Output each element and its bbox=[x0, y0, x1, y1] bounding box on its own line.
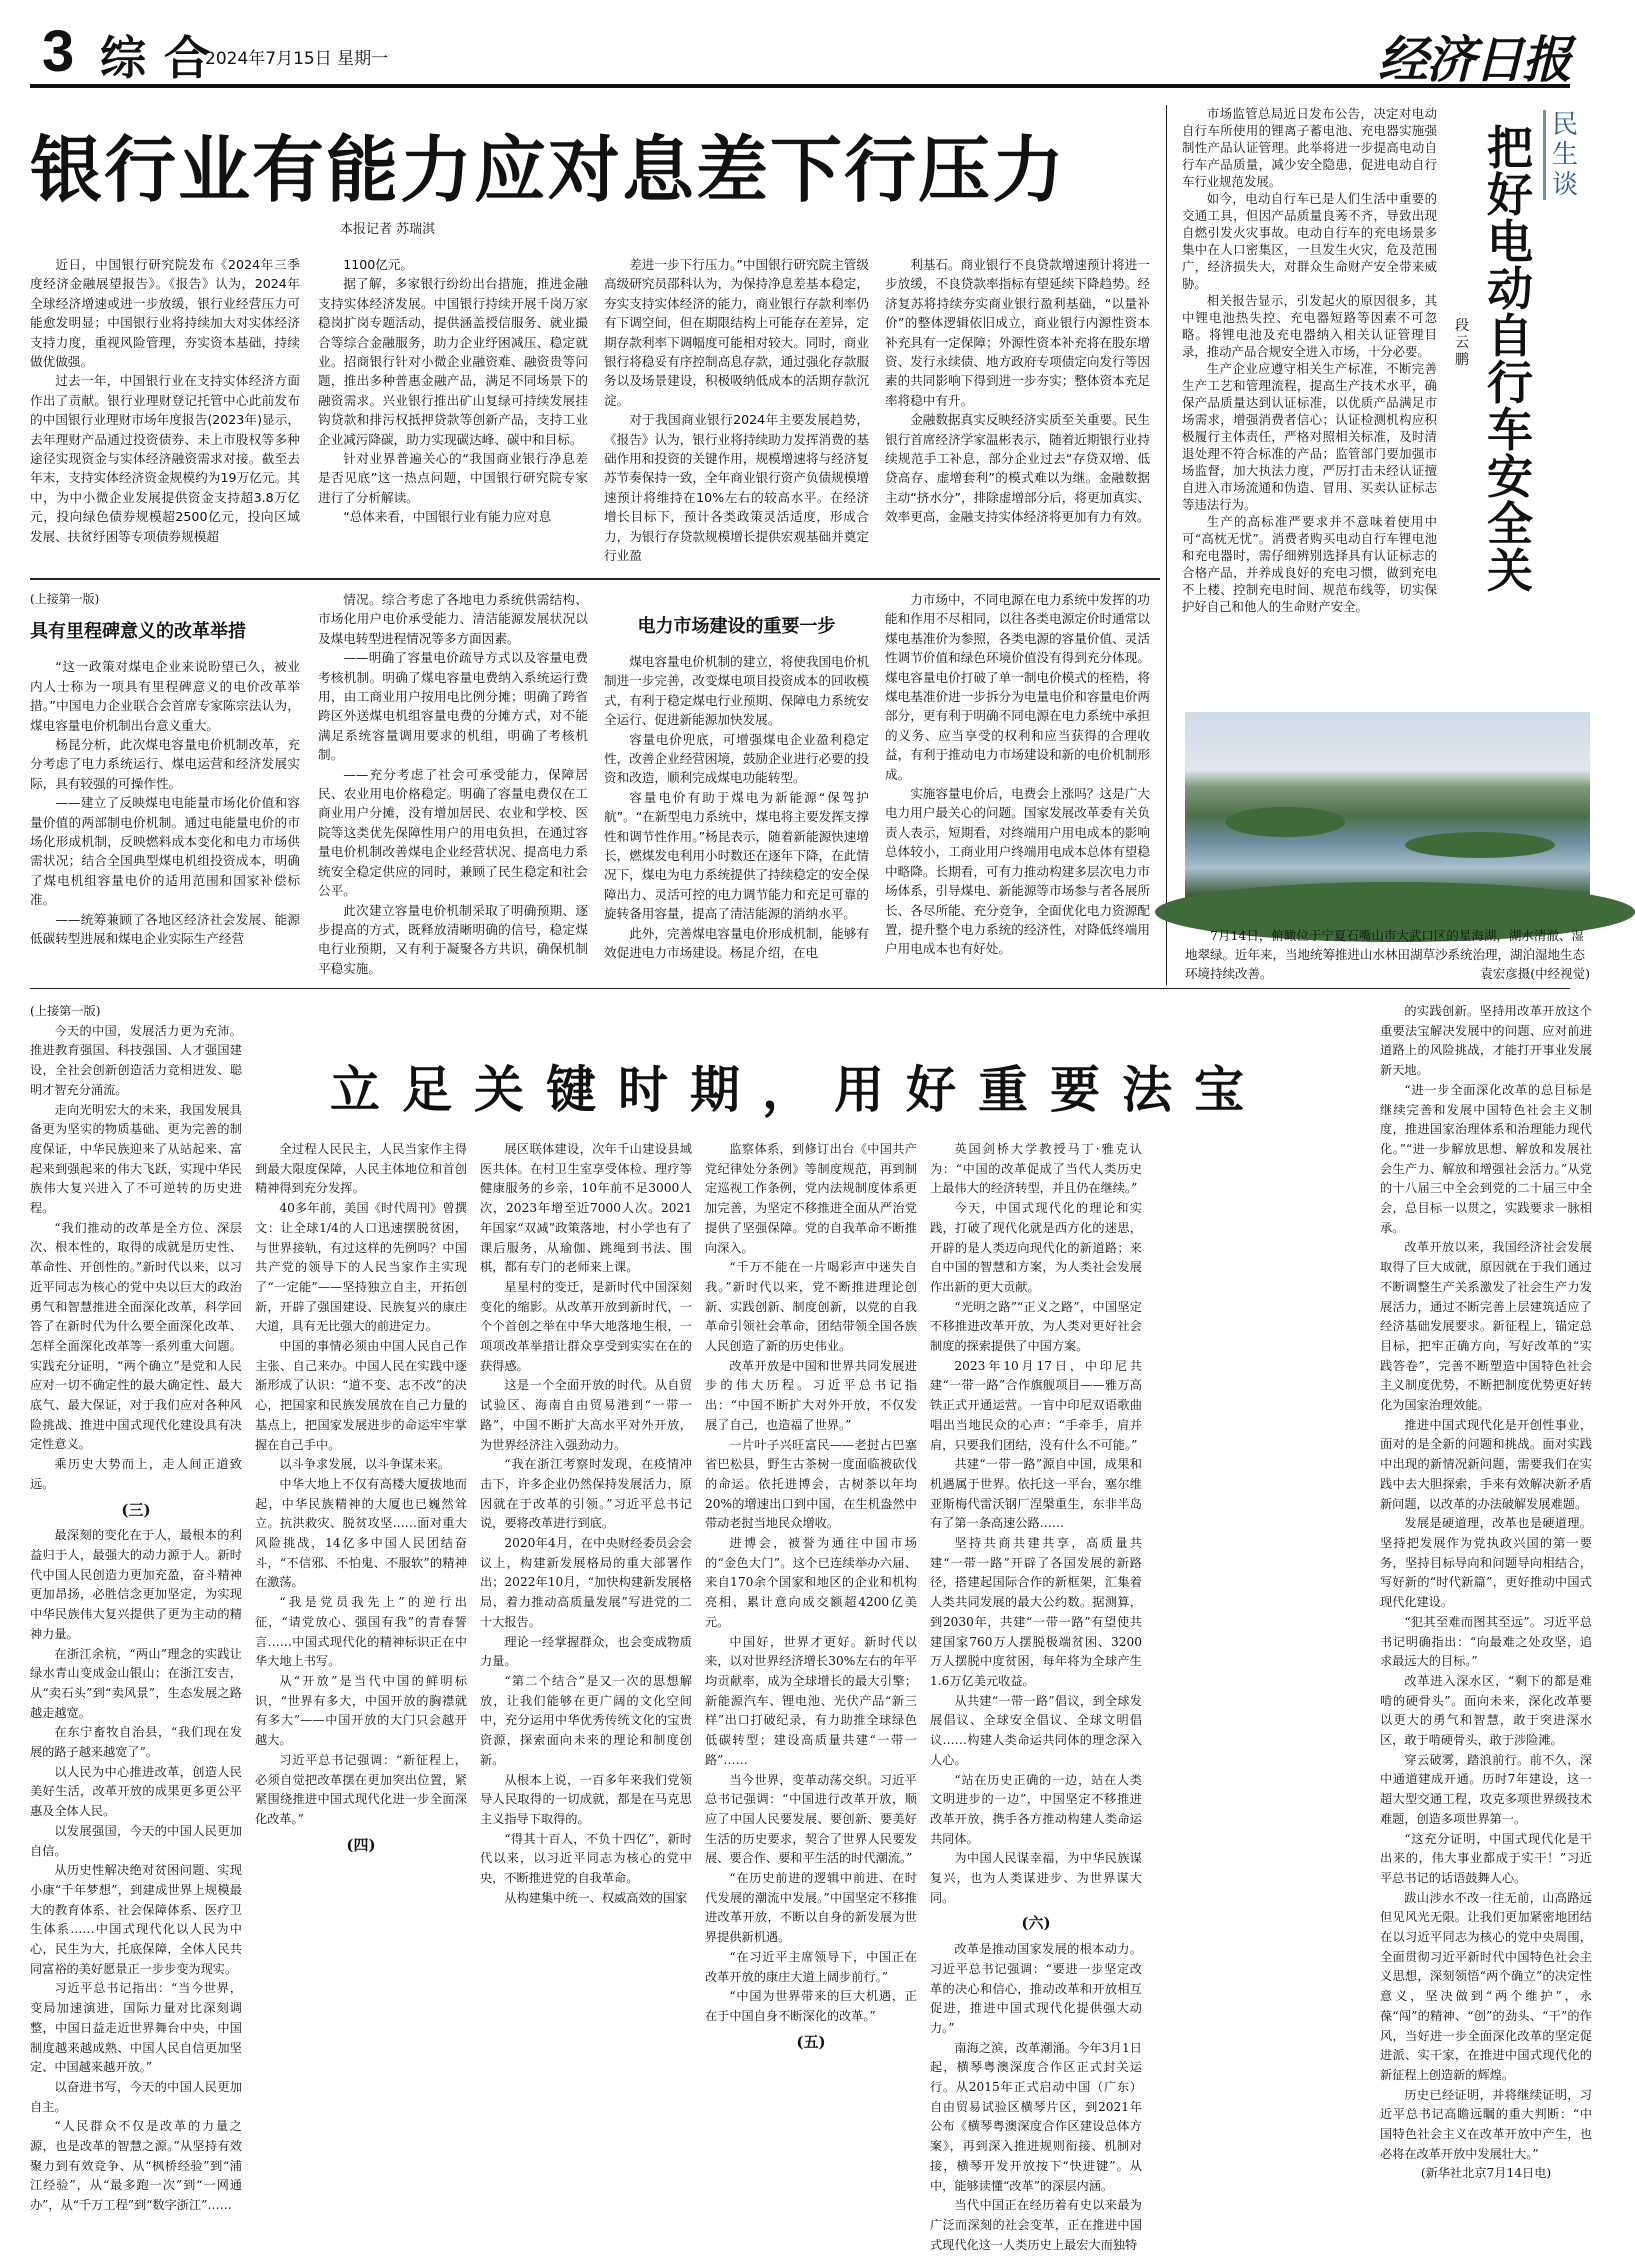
reform-column-6 bbox=[1155, 1002, 1367, 2262]
paragraph: “进一步全面深化改革的总目标是继续完善和发展中国特色社会主义制度，推进国家治理体系和治理能力现代化。”“进一步解放思想、解放和发展社会生产力、解放和增强社会活力。”从党的十八届三中全会到党的二十届三中全会，总目标一以贯之，实践要求一脉相承。 bbox=[1380, 1082, 1592, 1235]
power-text bbox=[30, 657, 300, 948]
section-number: (四) bbox=[346, 1835, 376, 1854]
commentary-author: 段 云 鹏 bbox=[1455, 318, 1469, 368]
paragraph: 乘历史大势而上，走人间正道致远。 bbox=[30, 1457, 242, 1491]
section-number: (六) bbox=[1021, 1914, 1051, 1933]
paragraph: “得其十百人，不负十四亿”，新时代以来，以习近平同志为核心的党中央，不断推进党的自我革命。 bbox=[480, 1831, 692, 1886]
paragraph: “总体来看，中国银行业有能力应对息 bbox=[343, 509, 552, 525]
paragraph: 力市场中，不同电源在电力系统中发挥的功能和作用不尽相同，以往各类电源定价时通常以煤电基准价为参照，各类电源的容量价值、灵活性调节价值和绿色环境价值没有得到充分体现。煤电容量电价打破了单一制电价模式的桎梏，将煤电基准价进一步拆分为电量电价和容量电价两部分，更有利于明确不同电源在电力系统中承担的义务、应当享受的权利和应当获得的合理收益，有利于推动电力市场建设和新的电价机制形成。 bbox=[885, 592, 1150, 782]
paragraph: 利基石。商业银行不良贷款增速预计将进一步放缓，不良贷款率指标有望延续下降趋势。经济复苏将持续夯实商业银行盈利基础，“以量补价”的整体逻辑依旧成立，商业银行内源性资本补充具有一定保障；外源性资本补充将在股东增资、发行永续债、地方政府专项债定向发行等因素的共同影响下得到进一步夯实；整体资本充足率将稳中有升。 bbox=[885, 257, 1150, 408]
section-name: 综合 bbox=[100, 31, 228, 85]
paragraph: “我在浙江考察时发现，在疫情冲击下，许多企业仍然保持发展活力，原因就在于改革的引领。”习近平总书记说，要将改革进行到底。 bbox=[480, 1457, 692, 1531]
lake-photo bbox=[1185, 712, 1590, 920]
paragraph: 今天的中国，发展活力更为充沛。推进教育强国、科技强国、人才强国建设，全社会创新创造活力竞相迸发、聪明才智充分涌流。 bbox=[30, 1023, 242, 1097]
paragraph: “我是党员我先上”的逆行出征，“请党放心、强国有我”的青春誓言……中国式现代化的精神标识正在中华大地上书写。 bbox=[255, 1595, 467, 1669]
paragraph: 改革进入深水区，“剩下的都是难啃的硬骨头”。面向未来，深化改革要以更大的勇气和智慧，敢于突进深水区，敢于啃硬骨头，敢于涉险滩。 bbox=[1380, 1673, 1592, 1748]
paragraph: “人民群众不仅是改革的力量之源，也是改革的智慧之源。”从坚持有效聚力到有效竞争、从“枫桥经验”到“浦江经验”，从“最多跑一次”到“一网通办”，从“千万工程”到“数字浙江”…… bbox=[30, 2119, 242, 2213]
reform-text bbox=[30, 1526, 242, 2216]
paragraph: 以奋进书写，今天的中国人民更加自主。 bbox=[30, 2079, 242, 2114]
paragraph: “我们推动的改革是全方位、深层次、根本性的，取得的成就是历史性、革命性、开创性的。”新时代以来，以习近平同志为核心的党中央以巨大的政治勇气和智慧推进全面深化改革，科学回答了在新时代为什么要全面深化改革、怎样全面深化改革等一系列重大问题。实践充分证明，“两个确立”是党和人民应对一切不确定性的最大确定性、最大底气、最大保证，对于我们应对各种风险挑战、推进中国式现代化建设具有决定性意义。 bbox=[30, 1220, 242, 1452]
paragraph: “这充分证明，中国式现代化是干出来的，伟大事业都成于实干！”习近平总书记的话语鼓舞人心。 bbox=[1380, 1831, 1592, 1885]
reform-text bbox=[705, 1140, 917, 2027]
page-number: 3 bbox=[42, 19, 75, 84]
paragraph: 理论一经掌握群众，也会变成物质力量。 bbox=[480, 1634, 692, 1669]
divider bbox=[30, 578, 1160, 580]
reform-text bbox=[255, 1140, 467, 1830]
continued-note: (上接第一版) bbox=[30, 592, 100, 606]
paragraph: 从历史性解决绝对贫困问题、实现小康“千年梦想”，到建成世界上规模最大的教育体系、社会保障体系、医疗卫生体系……中国式现代化以人民为中心，民生为大，托底保障，全体人民共同富裕的美好愿景正一步步变为现实。 bbox=[30, 1863, 242, 1976]
commentary-text bbox=[1182, 105, 1437, 615]
paragraph: 最深刻的变化在于人，最根本的利益归于人，最强大的动力源于人。新时代中国人民创造力更加充盈，奋斗精神更加昂扬，必胜信念更加坚定，为实现中华民族伟大复兴提供了更为主动的精神力量。 bbox=[30, 1528, 242, 1641]
paragraph: 煤电容量电价机制的建立，将使我国电价机制进一步完善，改变煤电项目投资成本的回收模式，有利于稳定煤电行业预期、保障电力系统安全运行、促进新能源加快发展。 bbox=[604, 654, 869, 728]
paragraph: 改革开放以来，我国经济社会发展取得了巨大成就，原因就在于我们通过不断调整生产关系激发了社会生产力发展活力，通过不断完善上层建筑适应了经济基础发展要求。新征程上，锚定总目标，把牢正确方向，写好改革的“实践答卷”，完善不断塑造中国特色社会主义制度优势，不断把制度优势更好转化为国家治理效能。 bbox=[1380, 1240, 1592, 1413]
paragraph: 一片叶子兴旺富民——老挝占巴塞省巴松县，野生古茶树一度面临被砍伐的命运。依托进博会，古树茶以年均20%的增速出口到中国，在生机盎然中带动老挝当地民众增收。 bbox=[705, 1437, 917, 1531]
paragraph: 历史已经证明，并将继续证明，习近平总书记高瞻远瞩的重大判断：“中国特色社会主义在改革开放中产生，也必将在改革开放中发展壮大。” bbox=[1380, 2087, 1592, 2161]
paragraph: 在浙江余杭，“两山”理念的实践让绿水青山变成金山银山；在浙江安吉，从“卖石头”到“卖风景”，生态发展之路越走越宽。 bbox=[30, 1646, 242, 1720]
paragraph: 此外，完善煤电容量电价形成机制，能够有效促进电力市场建设。杨昆介绍，在电 bbox=[604, 925, 869, 961]
paragraph: 针对业界普遍关心的“我国商业银行净息差是否见底”这一热点问题，中国银行研究院专家进行了分析解读。 bbox=[318, 451, 588, 505]
paragraph: 以人民为中心推进改革，创造人民美好生活，改革开放的成果更多更公平惠及全体人民。 bbox=[30, 1764, 242, 1819]
lead-column-1 bbox=[30, 255, 300, 567]
paragraph: 星星村的变迁，是新时代中国深刻变化的缩影。从改革开放到新时代，一个个首创之举在中华大地落地生根，一项项改革举措让群众享受到实实在在的获得感。 bbox=[480, 1279, 692, 1373]
paragraph: 共建“一带一路”源自中国，成果和机遇属于世界。依托这一平台，塞尔维亚斯梅代雷沃钢厂涅槃重生，东非半岛有了第一条高速公路…… bbox=[930, 1457, 1142, 1531]
paragraph: 在东宁畜牧自治县，“我们现在发展的路子越来越宽了”。 bbox=[30, 1725, 242, 1760]
newspaper-logo: 经济日报 bbox=[1378, 30, 1570, 89]
paragraph: 中国好，世界才更好。新时代以来，以对世界经济增长30%左右的年平均贡献率，成为全球增长的最大引擎；新能源汽车、锂电池、光伏产品“新三样”出口打破纪录，有力助推全球绿色低碳转型；建设高质量共建“一带一路”…… bbox=[705, 1634, 917, 1767]
masthead-rule bbox=[30, 84, 1570, 88]
paragraph: 生产的高标准严要求并不意味着使用中可“高枕无忧”。消费者购买电动自行车锂电池和充电器时，需仔细辨别选择具有认证标志的合格产品，并养成良好的充电习惯，做到充电不上楼、控制充电时间、规范布线等，切实保护好自己和他人的生命财产安全。 bbox=[1182, 514, 1437, 614]
paragraph: 相关报告显示，引发起火的原因很多，其中锂电池热失控、充电器短路等因素不可忽略。将锂电池及充电器纳入相关认证管理目录，推动产品合规安全进入市场，十分必要。 bbox=[1182, 293, 1437, 359]
reform-column-7 bbox=[1380, 1002, 1592, 2262]
paragraph: 跋山涉水不改一往无前，山高路远但见风光无限。让我们更加紧密地团结在以习近平同志为核心的党中央周围，全面贯彻习近平新时代中国特色社会主义思想，深刻领悟“两个确立”的决定性意义，坚决做到“两个维护”，永葆“闯”的精神、“创”的劲头、“干”的作风，当好进一步全面深化改革的坚定促进派、实干家，在推进中国式现代化的新征程上创造新的辉煌。 bbox=[1380, 1890, 1592, 2082]
power-column-4 bbox=[885, 590, 1150, 975]
column-tag: 民 生 谈 bbox=[1543, 110, 1583, 200]
paragraph: 从共建“一带一路”倡议，到全球发展倡议、全球安全倡议、全球文明倡议……构建人类命运共同体的理念深入人心。 bbox=[930, 1693, 1142, 1767]
paragraph: 展区联体建设，次年千山建设县域医共体。在村卫生室享受体检、理疗等健康服务的乡亲，10年前不足3000人次，2023年增至近7000人次。2021年国家“双减”政策落地，村小学也有了课后服务，从瑜伽、跳绳到书法、围棋，都有专门的老师来上课。 bbox=[480, 1142, 692, 1275]
paragraph: 1100亿元。 bbox=[343, 257, 414, 272]
power-column-1 bbox=[30, 590, 300, 975]
caption-text: 7月14日，俯瞰位于宁夏石嘴山市大武口区的星海湖，湖水清澈、湿地翠绿。近年来，当地统筹推进山水林田湖草沙系统治理，湖泊湿地生态环境持续改善。 bbox=[1185, 928, 1586, 981]
lead-byline: 本报记者 苏瑞淇 bbox=[340, 222, 436, 237]
commentary-headline: 把 好 电 动 自 行 车 安 全 关 bbox=[1487, 121, 1533, 598]
reform-column-5 bbox=[930, 1140, 1142, 2262]
paragraph: 实施容量电价后，电费会上涨吗？这是广大电力用户最关心的问题。国家发展改革委有关负责人表示，短期看，对终端用户用电成本的影响总体较小，工商业用户终端用电成本总体有望稳中略降。长期看，可有力推动构建多层次电力市场体系，引导煤电、新能源等市场参与者各展所长、各尽所能、充分竞争，全面优化电力资源配置，提升整个电力系统的经济性，对降低终端用户用电成本也有好处。 bbox=[885, 786, 1150, 957]
paragraph: 以斗争求发展，以斗争谋未来。 bbox=[279, 1457, 451, 1472]
paragraph: 近日，中国银行研究院发布《2024年三季度经济金融展望报告》。《报告》认为，2024年全球经济增速或进一步放缓，银行业经营压力可能愈发明显；中国银行业将持续加大对实体经济支持力度，重视风险管理，夯实资本基础，持续做优做强。 bbox=[30, 257, 300, 370]
paragraph: 从构建集中统一、权威高效的国家 bbox=[504, 1890, 688, 1905]
feature-headline: 立足关键时期，用好重要法宝 bbox=[330, 1061, 1266, 1119]
photo-credit: 袁宏彦摄(中经视觉) bbox=[1480, 966, 1590, 981]
paragraph: 当今世界，变革动荡交织。习近平总书记强调：“中国进行改革开放，顺应了中国人民要发展、要创新、要美好生活的历史要求，契合了世界人民要发展、要合作、要和平生活的时代潮流。” bbox=[705, 1772, 917, 1866]
paragraph: 2020年4月，在中央财经委员会会议上，构建新发展格局的重大部署作出；2022年10月，“加快构建新发展格局，着力推动高质量发展”写进党的二十大报告。 bbox=[480, 1536, 692, 1629]
paragraph: 据了解，多家银行纷纷出台措施，推进金融支持实体经济发展。中国银行持续开展千岗万家稳岗扩岗专题活动，提供涵盖授信服务、就业撮合等综合金融服务，助力企业纾困减压、稳定就业。招商银行针对小微企业融资难、融资贵等问题，推出多种普惠金融产品，满足不同场景下的融资需求。兴业银行推出矿山复绿可持续发展挂钩贷款和排污权抵押贷款等创新产品，支持工业企业减污降碳，助力实现碳达峰、碳中和目标。 bbox=[318, 276, 588, 447]
divider bbox=[30, 988, 1570, 989]
reform-column-1 bbox=[30, 1002, 242, 2262]
paragraph: 改革开放是中国和世界共同发展进步的伟大历程。习近平总书记指出：“中国不断扩大对外开放，不仅发展了自己，也造福了世界。” bbox=[705, 1358, 917, 1432]
paragraph: 的实践创新。坚持用改革开放这个重要法宝解决发展中的问题、应对前进道路上的风险挑战，才能打开事业发展新天地。 bbox=[1380, 1004, 1592, 1078]
reform-column-2 bbox=[255, 1140, 467, 2262]
paragraph: ——明确了容量电价疏导方式以及容量电费考核机制。明确了煤电容量电费纳入系统运行费用，由工商业用户按用电比例分摊；明确了跨省跨区外送煤电机组容量电费的分摊方式，对不能满足系统容量调用要求的机组，明确了考核机制。 bbox=[318, 650, 588, 763]
power-column-3 bbox=[604, 590, 869, 975]
paragraph: 杨昆分析，此次煤电容量电价机制改革，充分考虑了电力系统运行、煤电运营和经济发展实际，具有较强的可操作性。 bbox=[30, 737, 300, 791]
continued-note: (上接第一版) bbox=[30, 1004, 101, 1018]
paragraph: 今天，中国式现代化的理论和实践，打破了现代化就是西方化的迷思，开辟的是人类迈向现代化的新道路；来自中国的智慧和方案，为人类社会发展作出新的更大贡献。 bbox=[930, 1201, 1142, 1294]
paragraph: 差进一步下行压力。”中国银行研究院主管级高级研究员邵科认为，为保持净息差基本稳定，夯实支持实体经济的能力，商业银行存款利率仍有下调空间，但在期限结构上可能存在差异，定期存款利率下调幅度可能相对较大。同时，商业银行将稳妥有序控制高息存款，通过强化存款服务以及场景建设，积极吸纳低成本的活期存款沉淀。 bbox=[604, 257, 869, 408]
paragraph: 南海之滨，改革潮涌。今年3月1日起，横琴粤澳深度合作区正式封关运行。从2015年正式启动中国（广东）自由贸易试验区横琴片区，到2021年公布《横琴粤澳深度合作区建设总体方案》，再到深入推进规则衔接、机制对接，横琴开发开放按下“快进键”。从中，能够读懂“改革”的深层内涵。 bbox=[930, 2040, 1142, 2193]
reform-text bbox=[30, 1022, 242, 1495]
paragraph: 发展是硬道理，改革也是硬道理。坚持把发展作为党执政兴国的第一要务，坚持目标导向和问题导向相结合，写好新的“时代新篇”，更好推动中国式现代化建设。 bbox=[1380, 1516, 1592, 1610]
paragraph: 市场监管总局近日发布公告，决定对电动自行车所使用的锂离子蓄电池、充电器实施强制性产品认证管理。此举将进一步提高电动自行车产品质量，减少安全隐患，促进电动自行车行业规范发展。 bbox=[1182, 106, 1437, 189]
paragraph: “第二个结合”是又一次的思想解放，让我们能够在更广阔的文化空间中，充分运用中华优秀传统文化的宝贵资源，探索面向未来的理论和制度创新。 bbox=[480, 1673, 692, 1767]
paragraph: 情况。综合考虑了各地电力系统供需结构、市场化用户电价承受能力、清洁能源发展状况以及煤电转型进程情况等多方面因素。 bbox=[318, 592, 588, 646]
section-number: (三) bbox=[121, 1500, 151, 1519]
reform-column-4 bbox=[705, 1140, 917, 2262]
lead-column-4 bbox=[885, 255, 1150, 567]
paragraph: 进博会，被誉为通往中国市场的“金色大门”。这个已连续举办六届、来自170余个国家和地区的企业和机构亮相，累计意向成交额超4200亿美元。 bbox=[705, 1536, 917, 1629]
power-column-2 bbox=[318, 590, 588, 975]
paragraph: 这是一个全面开放的时代。从自贸试验区、海南自由贸易港到“一带一路”，中国不断扩大高水平对外开放，为世界经济注入强劲动力。 bbox=[480, 1378, 692, 1452]
paragraph: “中国为世界带来的巨大机遇，正在于中国自身不断深化的改革。” bbox=[705, 1989, 917, 2023]
paragraph: 如今，电动自行车已是人们生活中重要的交通工具，但因产品质量良莠不齐，导致出现自燃引发火灾事故。电动自行车的充电场景多集中在人口密集区，一旦发生火灾，危及范围广，经济损失大，对群众生命财产安全带来威胁。 bbox=[1182, 191, 1437, 291]
paragraph: 从“开放”是当代中国的鲜明标识，“世界有多大，中国开放的胸襟就有多大”——中国开放的大门只会越开越大。 bbox=[255, 1673, 467, 1748]
reform-text bbox=[1380, 1002, 1592, 2164]
paragraph: 英国剑桥大学教授马丁·雅克认为：“中国的改革促成了当代人类历史上最伟大的经济转型，并且仍在继续。” bbox=[930, 1142, 1142, 1196]
paragraph: 习近平总书记强调：“新征程上，必须自觉把改革摆在更加突出位置，紧紧围绕推进中国式现代化进一步全面深化改革。” bbox=[255, 1752, 467, 1826]
paragraph: 坚持共商共建共享，高质量共建“一带一路”开辟了各国发展的新路径，搭建起国际合作的新框架，汇集着人类共同发展的最大公约数。据测算，到2030年，共建“一带一路”有望使共建国家760万人摆脱极端贫困、3200万人摆脱中度贫困，每年将为全球产生1.6万亿美元收益。 bbox=[930, 1536, 1142, 1688]
paragraph: “在历史前进的逻辑中前进、在时代发展的潮流中发展。”中国坚定不移推进改革开放，不断以自身的新发展为世界提供新机遇。 bbox=[705, 1871, 917, 1945]
section-heading: 电力市场建设的重要一步 bbox=[637, 616, 836, 637]
paragraph: 监察体系，到修订出台《中国共产党纪律处分条例》等制度规范，再到制定巡视工作条例，党内法规制度体系更加完善，为坚定不移推进全面从严治党提供了坚强保障。党的自我革命不断推向深入。 bbox=[705, 1142, 917, 1255]
paragraph: “在习近平主席领导下，中国正在改革开放的康庄大道上阔步前行。” bbox=[705, 1949, 917, 1984]
paragraph: 对于我国商业银行2024年主要发展趋势，《报告》认为，银行业将持续助力发挥消费的基础作用和投资的关键作用，规模增速将与经济复苏节奏保持一致，全年商业银行资产负债规模增速预计将维持在10%左右的较高水平。在经济增长目标下，预计各类政策灵活适度，形成合力，为银行存贷款规模增长提供宏观基础并奠定行业盈 bbox=[604, 412, 869, 564]
paragraph: “站在历史正确的一边，站在人类文明进步的一边”，中国坚定不移推进改革开放，携手各方推动构建人类命运共同体。 bbox=[930, 1772, 1142, 1846]
paragraph: 推进中国式现代化是开创性事业，面对的是全新的问题和挑战。面对实践中出现的新情况新问题，需要我们在实践中去大胆探索，手来有效解决新矛盾新问题，以改革的办法破解发展难题。 bbox=[1380, 1417, 1592, 1511]
paragraph: 走向光明宏大的未来，我国发展具备更为坚实的物质基础、更为完善的制度保证，中华民族迎来了从站起来、富起来到强起来的伟大飞跃，实现中华民族伟大复兴进入了不可逆转的历史进程。 bbox=[30, 1102, 242, 1216]
paragraph: 习近平总书记指出：“当今世界，变局加速演进，国际力量对比深刻调整，中国日益走近世界舞台中央，中国制度越来越成熟、中国人民自信更加坚定、中国越来越开放。” bbox=[30, 1981, 242, 2075]
paragraph: 从根本上说，一百多年来我们党领导人民取得的一切成就，都是在马克思主义指导下取得的。 bbox=[480, 1772, 692, 1826]
issue-date: 2024年7月15日 星期一 bbox=[205, 49, 389, 69]
paragraph: 容量电价兜底，可增强煤电企业盈利稳定性，改善企业经营困境，鼓励企业进行必要的投资和改造，顺利完成煤电功能转型。 bbox=[604, 731, 869, 786]
paragraph: 为中国人民谋幸福，为中华民族谋复兴，也为人类谋进步、为世界谋大同。 bbox=[930, 1851, 1142, 1905]
lead-column-2 bbox=[318, 255, 588, 567]
divider bbox=[1166, 105, 1167, 985]
paragraph: “犯其至难而图其至远”。习近平总书记明确指出：“向最难之处攻坚，追求最远大的目标。” bbox=[1380, 1614, 1592, 1669]
commentary-body bbox=[1182, 105, 1437, 614]
paragraph: 2023年10月17日，中印尼共建“一带一路”合作旗舰项目——雅万高铁正式开通运营。一盲中印尼双语歌曲唱出当地民众的心声：“手牵手，肩并肩，只要我们团结，没有什么不可能。” bbox=[930, 1358, 1142, 1452]
paragraph: 40多年前，美国《时代周刊》曾撰文：让全球1/4的人口迅速摆脱贫困，与世界接轨，有过这样的先例吗？中国共产党的领导下的人民当家作主实现了“一定能”——坚持独立自主，开拓创新，开辟了强国建设、民族复兴的康庄大道，具有无比强大的前进定力。 bbox=[255, 1201, 467, 1334]
reform-text bbox=[930, 1940, 1142, 2255]
paragraph: “光明之路”“正义之路”，中国坚定不移推进改革开放，为人类对更好社会制度的探索提供了中国方案。 bbox=[930, 1299, 1142, 1354]
lead-column-3 bbox=[604, 255, 869, 567]
paragraph: “这一政策对煤电企业来说盼望已久，被业内人士称为一项具有里程碑意义的电价改革举措。”中国电力企业联合会首席专家陈宗法认为，煤电容量电价机制出台意义重大。 bbox=[30, 659, 300, 733]
section-number: (五) bbox=[796, 2032, 826, 2051]
dateline: (新华社北京7月14日电) bbox=[1420, 2166, 1552, 2181]
lead-headline: 银行业有能力应对息差下行压力 bbox=[30, 128, 1067, 212]
paragraph: ——统筹兼顾了各地区经济社会发展、能源低碳转型进展和煤电企业实际生产经营 bbox=[30, 911, 300, 947]
paragraph: 当代中国正在经历着有史以来最为广泛而深刻的社会变革，正在推进中国式现代化这一人类历史上最宏大而独特 bbox=[930, 2198, 1142, 2252]
paragraph: 过去一年，中国银行业在支持实体经济方面作出了贡献。银行业理财登记托管中心此前发布的中国银行业理财市场年度报告(2023年)显示，去年理财产品通过投资债券、未上市股权等多种途径实现资金与实体经济融资需求对接。截至去年末，支持实体经济资金规模约为19万亿元。其中，为中小微企业发展提供资金支持超3.8万亿元，投向绿色债券规模超2500亿元，投向区域发展、扶贫纾困等专项债券规模超 bbox=[30, 373, 300, 544]
photo-caption bbox=[1185, 926, 1590, 983]
reform-column-3 bbox=[480, 1140, 692, 2262]
paragraph: 金融数据真实反映经济实质至关重要。民生银行首席经济学家温彬表示，随着近期银行业持续规范手工补息，部分企业过去“存贷双增、低贷高存、虚增套利”的模式难以为继。金融数据主动“挤水分”，排除虚增部分后，将更加真实、效率更高，金融支持实体经济将更加有力有效。 bbox=[885, 412, 1150, 525]
power-text bbox=[604, 652, 869, 963]
section-heading: 具有里程碑意义的改革举措 bbox=[30, 621, 246, 643]
paragraph: ——充分考虑了社会可承受能力，保障居民、农业用电价格稳定。明确了容量电费仅在工商业用户分摊，没有增加居民、农业和学校、医院等这类优先保障性用户的用电负担，在通过容量电价机制改善煤电企业经营状况、提高电力系统安全稳定供应的同时，兼顾了民生稳定和社会公平。 bbox=[318, 766, 588, 899]
paragraph: “千万不能在一片喝彩声中迷失自我。”新时代以来，党不断推进理论创新、实践创新、制度创新，以党的自我革命引领社会革命，团结带领全国各族人民创造了新的历史伟业。 bbox=[705, 1260, 917, 1354]
paragraph: ——建立了反映煤电电能量市场化价值和容量价值的两部制电价机制。通过电能量电价的市场化形成机制，反映燃料成本变化和电力市场供需状况；结合全国典型煤电机组投资成本，明确了煤电机组容量电价的适用范围和国家补偿标准。 bbox=[30, 795, 300, 908]
paragraph: 改革是推动国家发展的根本动力。习近平总书记强调：“要进一步坚定改革的决心和信心，推动改革和开放相互促进，推进中国式现代化提供强大动力。” bbox=[930, 1942, 1142, 2035]
paragraph: 全过程人民民主，人民当家作主得到最大限度保障，人民主体地位和首创精神得到充分发挥。 bbox=[255, 1142, 467, 1196]
paragraph: 容量电价有助于煤电为新能源“保驾护航”。“在新型电力系统中，煤电将主要发挥支撑性和调节性作用。”杨昆表示，随着新能源快速增长，燃煤发电利用小时数还在逐年下降，在此情况下，煤电为电力系统提供了持续稳定的安全保障出力、灵活可控的电力调节能力和充足可靠的旋转备用容量，提高了清洁能源的消纳水平。 bbox=[604, 789, 869, 922]
paragraph: 穿云破雾，踏浪前行。前不久，深中通道建成开通。历时7年建设，这一超大型交通工程，攻克多项世界级技术难题，创造多项世界第一。 bbox=[1380, 1752, 1592, 1826]
paragraph: 此次建立容量电价机制采取了明确预期、逐步提高的方式，既释放清晰明确的信号，稳定煤电行业预期，又有利于凝聚各方共识，确保机制平稳实施。 bbox=[318, 902, 588, 976]
paragraph: 以发展强国，今天的中国人民更加自信。 bbox=[30, 1823, 242, 1858]
paragraph: 中国的事情必须由中国人民自己作主张、自己来办。中国人民在实践中逐渐形成了认识：“道不变、志不改”的决心，把国家和民族发展放在自己力量的基点上，把国家发展进步的命运牢牢掌握在自己手中。 bbox=[255, 1339, 467, 1452]
paragraph: 中华大地上不仅有高楼大厦拔地而起，中华民族精神的大厦也已巍然耸立。抗洪救灾、脱贫攻坚……面对重大风险挑战，14亿多中国人民团结奋斗，“不信邪、不怕鬼、不服软”的精神在激荡。 bbox=[255, 1476, 467, 1590]
reform-text bbox=[930, 1140, 1142, 1908]
paragraph: 生产企业应遵守相关生产标准，不断完善生产工艺和管理流程，提高生产技术水平，确保产品质量达到认证标准，以优质产品满足市场需求，增强消费者信心；认证检测机构应积极履行主体责任，严格对照相关标准，及时清退处理不符合标准的产品；监管部门要加强市场监督，加大执法力度，严厉打击未经认证擅自进入市场流通和伪造、冒用、买卖认证标志等违法行为。 bbox=[1182, 361, 1437, 512]
